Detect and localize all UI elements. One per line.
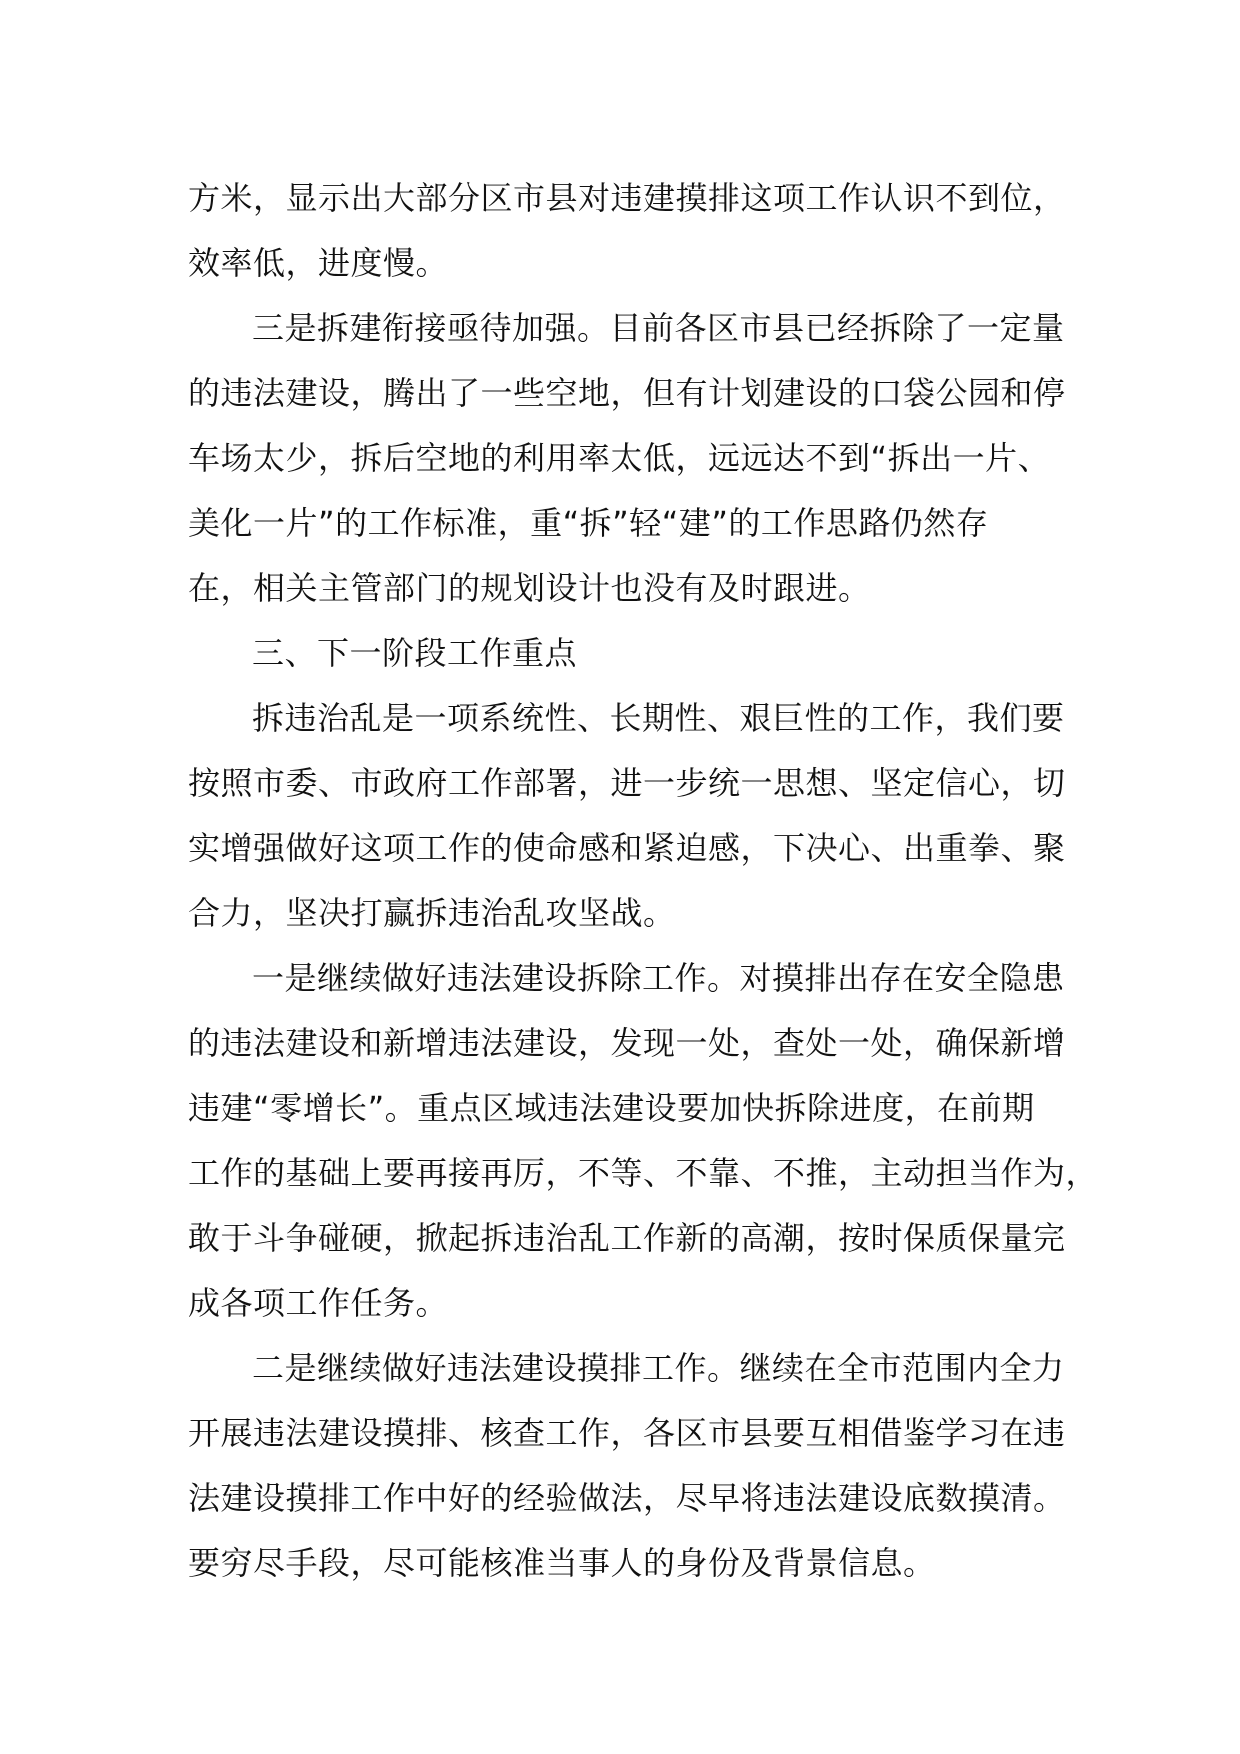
text-line: 实增强做好这项工作的使命感和紧迫感，下决心、出重拳、聚 (188, 829, 1066, 867)
text-line: 要穷尽手段，尽可能核准当事人的身份及背景信息。 (188, 1544, 936, 1582)
text-line: 车场太少，拆后空地的利用率太低，远远达不到“拆出一片、 (188, 439, 1051, 477)
text-line: 三是拆建衔接亟待加强。目前各区市县已经拆除了一定量 (252, 309, 1065, 347)
text-line: 按照市委、市政府工作部署，进一步统一思想、坚定信心，切 (188, 764, 1066, 802)
section-heading (188, 621, 1072, 686)
paragraph-6 (188, 1336, 1072, 1596)
paragraph-1 (188, 166, 1072, 296)
text-line: 法建设摸排工作中好的经验做法，尽早将违法建设底数摸清。 (188, 1479, 1066, 1517)
text-line: 敢于斗争碰硬，掀起拆违治乱工作新的高潮，按时保质保量完 (188, 1219, 1066, 1257)
text-line: 效率低，进度慢。 (188, 244, 449, 282)
paragraph-5 (188, 946, 1099, 1336)
text-line: 的违法建设，腾出了一些空地，但有计划建设的口袋公园和停 (188, 374, 1066, 412)
text-line: 在，相关主管部门的规划设计也没有及时跟进。 (188, 569, 871, 607)
heading-line: 三、下一阶段工作重点 (252, 634, 578, 672)
text-line: 工作的基础上要再接再厉，不等、不靠、不推，主动担当作为， (188, 1154, 1099, 1192)
paragraph-2 (188, 296, 1072, 621)
text-line: 开展违法建设摸排、核查工作，各区市县要互相借鉴学习在违 (188, 1414, 1066, 1452)
text-line: 成各项工作任务。 (188, 1284, 449, 1322)
text-line: 违建“零增长”。重点区域违法建设要加快拆除进度，在前期 (188, 1089, 1035, 1127)
text-line: 二是继续做好违法建设摸排工作。继续在全市范围内全力 (252, 1349, 1065, 1387)
paragraph-4 (188, 686, 1072, 946)
text-line: 方米，显示出大部分区市县对违建摸排这项工作认识不到位， (188, 179, 1066, 217)
text-line: 美化一片”的工作标准，重“拆”轻“建”的工作思路仍然存 (188, 504, 989, 542)
document-body (188, 166, 1099, 1596)
text-line: 一是继续做好违法建设拆除工作。对摸排出存在安全隐患 (252, 959, 1065, 997)
text-line: 的违法建设和新增违法建设，发现一处，查处一处，确保新增 (188, 1024, 1066, 1062)
text-line: 合力，坚决打赢拆违治乱攻坚战。 (188, 894, 676, 932)
text-line: 拆违治乱是一项系统性、长期性、艰巨性的工作，我们要 (252, 699, 1065, 737)
